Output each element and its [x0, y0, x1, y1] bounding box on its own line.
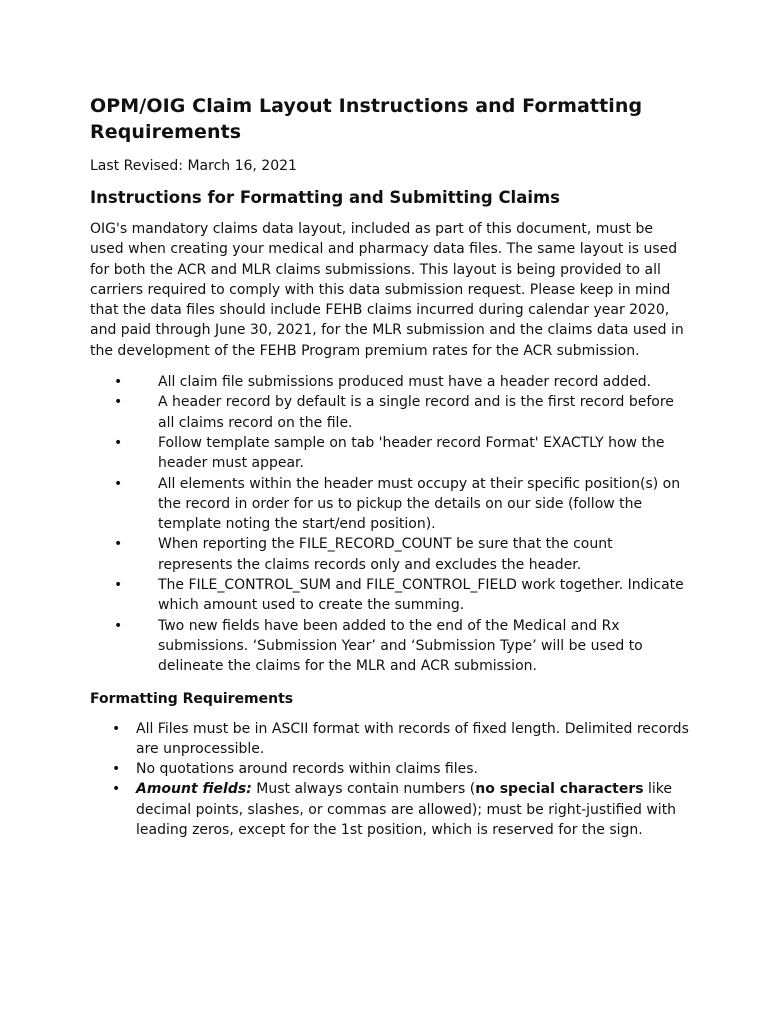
section-heading: Instructions for Formatting and Submitting Claims	[90, 188, 561, 207]
formatting-item	[90, 779, 690, 840]
last-revised-date: Last Revised: March 16, 2021	[90, 158, 297, 174]
instruction-text: All elements within the header must occupy at their specific position(s) on the record in order for us to pickup the details on our side (follow the template noting the start/end position).	[158, 475, 681, 533]
formatting-item	[90, 759, 690, 779]
instruction-item	[90, 575, 690, 616]
formatting-emphasis: no special characters	[475, 781, 644, 798]
intro-paragraph: OIG's mandatory claims data layout, included as part of this document, must be used when creating your medical and pharmacy data files. The same layout is used for both the ACR and MLR claims submissions. This layout is being provided to all carriers required to comply with this data submission request. Please keep in mind that the data files should include FEHB claims incurred during calendar year 2020, and paid through June 30, 2021, for the MLR submission and the claims data used in the development of the FEHB Program premium rates for the ACR submission.	[90, 221, 684, 359]
instruction-item	[90, 392, 690, 433]
bullet-icon: •	[112, 720, 121, 737]
instruction-text: All claim file submissions produced must have a header record added.	[158, 374, 652, 391]
formatting-text: like decimal points, slashes, or commas are allowed); must be right-justified with leading zeros, except for the 1st position, which is reserved for the sign.	[136, 781, 677, 839]
bullet-icon: •	[114, 577, 123, 594]
instruction-item	[90, 474, 690, 535]
bullet-icon: •	[114, 374, 123, 391]
formatting-text: No quotations around records within claims files.	[136, 761, 479, 778]
instruction-text: When reporting the FILE_RECORD_COUNT be sure that the count represents the claims records only and excludes the header.	[158, 536, 613, 573]
instructions-list	[90, 372, 690, 676]
bullet-icon: •	[114, 536, 123, 553]
bullet-icon: •	[114, 475, 123, 492]
instruction-text: Two new fields have been added to the end of the Medical and Rx submissions. ‘Submission Year’ and ‘Submission Type’ will be used to delineate the claims for the MLR and ACR submission.	[158, 617, 643, 675]
document-title: OPM/OIG Claim Layout Instructions and Formatting Requirements	[90, 95, 643, 143]
instruction-text: A header record by default is a single record and is the first record before all claims record on the file.	[158, 394, 674, 431]
formatting-heading: Formatting Requirements	[90, 690, 294, 707]
bullet-icon: •	[112, 761, 121, 778]
bullet-icon: •	[114, 617, 123, 634]
instruction-item	[90, 534, 690, 575]
bullet-icon: •	[114, 394, 123, 411]
formatting-text: Must always contain numbers (	[251, 781, 476, 798]
formatting-list	[90, 719, 690, 841]
instruction-text: The FILE_CONTROL_SUM and FILE_CONTROL_FIELD work together. Indicate which amount used to create the summing.	[158, 577, 684, 614]
bullet-icon: •	[112, 781, 121, 798]
document-page	[90, 93, 690, 840]
formatting-text: All Files must be in ASCII format with records of fixed length. Delimited records are unprocessible.	[136, 720, 689, 757]
instruction-text: Follow template sample on tab 'header record Format' EXACTLY how the header must appear.	[158, 434, 665, 472]
amount-fields-label: Amount fields:	[136, 781, 252, 798]
formatting-item	[90, 719, 690, 760]
instruction-item	[90, 616, 690, 677]
bullet-icon: •	[114, 434, 123, 451]
instruction-item	[90, 372, 690, 392]
instruction-item	[90, 433, 690, 474]
